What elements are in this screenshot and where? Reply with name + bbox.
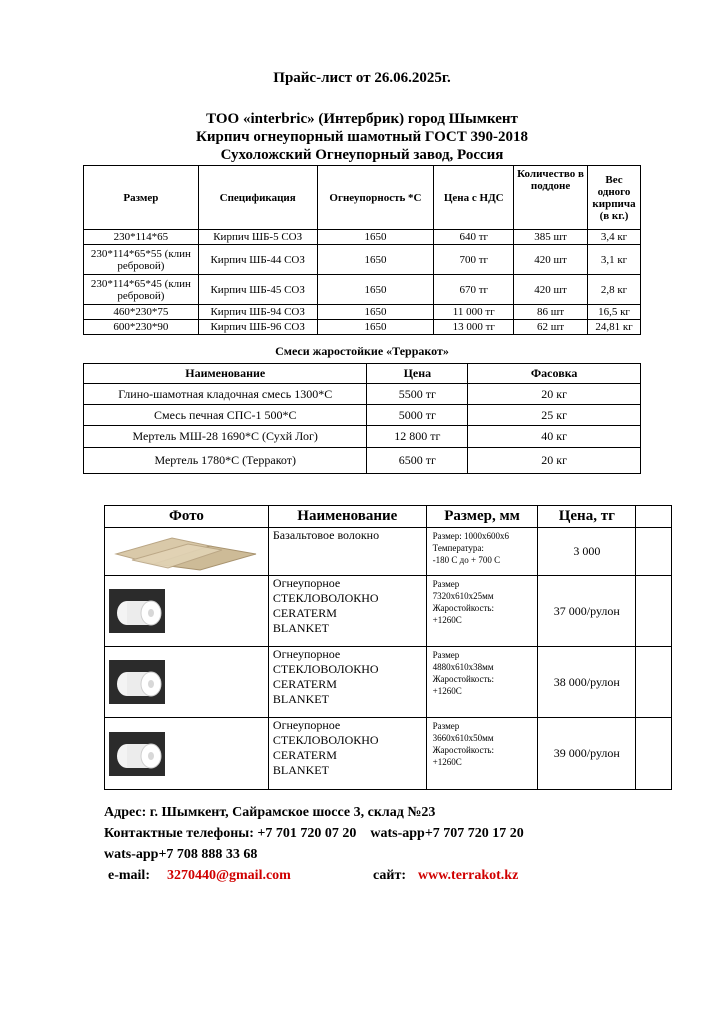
size-line: Размер <box>432 650 460 660</box>
company-name: ТОО «interbric» (Интербрик) город Шымкент <box>206 111 518 127</box>
cell-price: 5000 тг <box>367 405 468 426</box>
cell-size: 230*114*65 <box>84 230 199 245</box>
site-link[interactable]: www.terrakot.kz <box>418 868 519 883</box>
cell-price: 640 тг <box>434 230 514 245</box>
roll-photo <box>105 718 269 790</box>
table-row <box>84 275 641 305</box>
size-line: 7320х610х25мм <box>432 591 494 601</box>
cell-price: 13 000 тг <box>434 320 514 335</box>
product-price: 39 000/рулон <box>538 718 636 790</box>
cell-pack: 20 кг <box>468 384 641 405</box>
table-row <box>105 647 672 718</box>
cell-spec: Кирпич ШБ-5 СОЗ <box>198 230 317 245</box>
cell-size: 230*114*65*55 (клин ребровой) <box>84 245 199 275</box>
table-row <box>105 528 672 576</box>
size-line: +1260С <box>432 757 462 767</box>
plant-name: Сухоложский Огнеупорный завод, Россия <box>220 147 504 163</box>
name-line: CERATERM <box>272 677 337 691</box>
name-line: BLANKET <box>272 621 329 635</box>
cell-weight: 2,8 кг <box>588 275 641 305</box>
phones: Контактные телефоны: +7 701 720 07 20 wats-app+7 707 720 17 20 <box>104 826 524 841</box>
cell-refractoriness: 1650 <box>317 305 434 320</box>
fiber-roll-image <box>109 732 165 776</box>
cell-price: 700 тг <box>434 245 514 275</box>
name-line: СТЕКЛОВОЛОКНО <box>272 733 379 747</box>
cell-size: 460*230*75 <box>84 305 199 320</box>
cell-name: Глино-шамотная кладочная смесь 1300*С <box>84 384 367 405</box>
table-row <box>105 718 672 790</box>
size-line: 3660х610х50мм <box>432 733 494 743</box>
product-size <box>426 718 538 790</box>
address: Адрес: г. Шымкент, Сайрамское шоссе 3, склад №23 <box>104 805 436 820</box>
size-line: Размер: 1000х600х6 <box>432 531 510 541</box>
table-row <box>84 245 641 275</box>
cell-size: 600*230*90 <box>84 320 199 335</box>
table-row <box>84 448 641 474</box>
table-row <box>84 384 641 405</box>
name-line: CERATERM <box>272 748 337 762</box>
name-line: Огнеупорное <box>272 576 341 590</box>
name-line: CERATERM <box>272 606 337 620</box>
basalt-slabs-image <box>105 532 268 572</box>
cell-refractoriness: 1650 <box>317 230 434 245</box>
table-row <box>84 405 641 426</box>
product-size <box>426 576 538 647</box>
insulation-table <box>104 505 672 790</box>
col-header-price: Цена <box>367 364 468 384</box>
empty-cell <box>636 647 672 718</box>
size-line: Жаростойкость: <box>432 674 495 684</box>
col-header-qty: Количество в поддоне <box>514 166 588 230</box>
size-line: Размер <box>432 721 460 731</box>
cell-qty: 420 шт <box>514 275 588 305</box>
cell-weight: 16,5 кг <box>588 305 641 320</box>
empty-cell <box>636 506 672 528</box>
fiber-roll-image <box>109 589 165 633</box>
whatsapp-2: wats-app+7 708 888 33 68 <box>104 847 258 862</box>
col-header-price: Цена, тг <box>538 506 636 528</box>
site-label: сайт: <box>373 868 406 883</box>
cell-qty: 385 шт <box>514 230 588 245</box>
price-list-date: Прайс-лист от 26.06.2025г. <box>273 70 451 86</box>
cell-weight: 24,81 кг <box>588 320 641 335</box>
empty-cell <box>636 718 672 790</box>
col-header-size: Размер <box>84 166 199 230</box>
size-line: Жаростойкость: <box>432 603 495 613</box>
cell-qty: 62 шт <box>514 320 588 335</box>
mixes-title: Смеси жаростойкие «Терракот» <box>275 344 449 358</box>
col-header-spec: Спецификация <box>198 166 317 230</box>
name-line: Огнеупорное <box>272 647 341 661</box>
cell-pack: 40 кг <box>468 426 641 448</box>
size-line: 4880х610х38мм <box>432 662 494 672</box>
product-price: 38 000/рулон <box>538 647 636 718</box>
cell-price: 6500 тг <box>367 448 468 474</box>
empty-cell <box>636 528 672 576</box>
table-row <box>84 320 641 335</box>
size-line: -180 С до + 700 С <box>432 555 501 565</box>
size-line: Температура: <box>432 543 484 553</box>
table-row <box>105 576 672 647</box>
product-size <box>426 528 538 576</box>
name-line: Огнеупорное <box>272 718 341 732</box>
col-header-refractoriness: Огнеупорность *С <box>317 166 434 230</box>
cell-pack: 20 кг <box>468 448 641 474</box>
cell-spec: Кирпич ШБ-44 СОЗ <box>198 245 317 275</box>
mixes-table <box>83 363 641 474</box>
table-row <box>84 230 641 245</box>
bricks-table <box>83 165 641 335</box>
col-header-pack: Фасовка <box>468 364 641 384</box>
cell-name: Мертель 1780*С (Терракот) <box>84 448 367 474</box>
table-row <box>84 305 641 320</box>
cell-name: Мертель МШ-28 1690*С (Сухй Лог) <box>84 426 367 448</box>
cell-refractoriness: 1650 <box>317 245 434 275</box>
name-line: BLANKET <box>272 692 329 706</box>
basalt-photo <box>105 528 269 576</box>
cell-refractoriness: 1650 <box>317 275 434 305</box>
cell-price: 11 000 тг <box>434 305 514 320</box>
name-line: Базальтовое волокно <box>272 528 380 542</box>
col-header-weight: Вес одного кирпича (в кг.) <box>588 166 641 230</box>
name-line: СТЕКЛОВОЛОКНО <box>272 662 379 676</box>
fiber-roll-image <box>109 660 165 704</box>
cell-price: 12 800 тг <box>367 426 468 448</box>
cell-spec: Кирпич ШБ-45 СОЗ <box>198 275 317 305</box>
product-name <box>268 528 426 576</box>
cell-qty: 86 шт <box>514 305 588 320</box>
cell-refractoriness: 1650 <box>317 320 434 335</box>
product-name <box>268 576 426 647</box>
table-row <box>84 426 641 448</box>
product-name <box>268 647 426 718</box>
size-line: Жаростойкость: <box>432 745 495 755</box>
cell-pack: 25 кг <box>468 405 641 426</box>
cell-price: 5500 тг <box>367 384 468 405</box>
email-label: e-mail: <box>108 868 150 883</box>
name-line: СТЕКЛОВОЛОКНО <box>272 591 379 605</box>
col-header-name: Наименование <box>268 506 426 528</box>
product-title: Кирпич огнеупорный шамотный ГОСТ 390-2018 <box>195 129 529 145</box>
product-price: 3 000 <box>538 528 636 576</box>
cell-weight: 3,4 кг <box>588 230 641 245</box>
roll-photo <box>105 576 269 647</box>
product-size <box>426 647 538 718</box>
col-header-price: Цена с НДС <box>434 166 514 230</box>
product-name <box>268 718 426 790</box>
size-line: +1260С <box>432 615 462 625</box>
col-header-size: Размер, мм <box>426 506 538 528</box>
col-header-name: Наименование <box>84 364 367 384</box>
cell-spec: Кирпич ШБ-96 СОЗ <box>198 320 317 335</box>
cell-name: Смесь печная СПС-1 500*С <box>84 405 367 426</box>
cell-spec: Кирпич ШБ-94 СОЗ <box>198 305 317 320</box>
col-header-photo: Фото <box>105 506 269 528</box>
size-line: +1260С <box>432 686 462 696</box>
roll-photo <box>105 647 269 718</box>
cell-qty: 420 шт <box>514 245 588 275</box>
cell-price: 670 тг <box>434 275 514 305</box>
product-price: 37 000/рулон <box>538 576 636 647</box>
email-link[interactable]: 3270440@gmail.com <box>167 868 291 883</box>
name-line: BLANKET <box>272 763 329 777</box>
cell-weight: 3,1 кг <box>588 245 641 275</box>
cell-size: 230*114*65*45 (клин ребровой) <box>84 275 199 305</box>
size-line: Размер <box>432 579 460 589</box>
empty-cell <box>636 576 672 647</box>
